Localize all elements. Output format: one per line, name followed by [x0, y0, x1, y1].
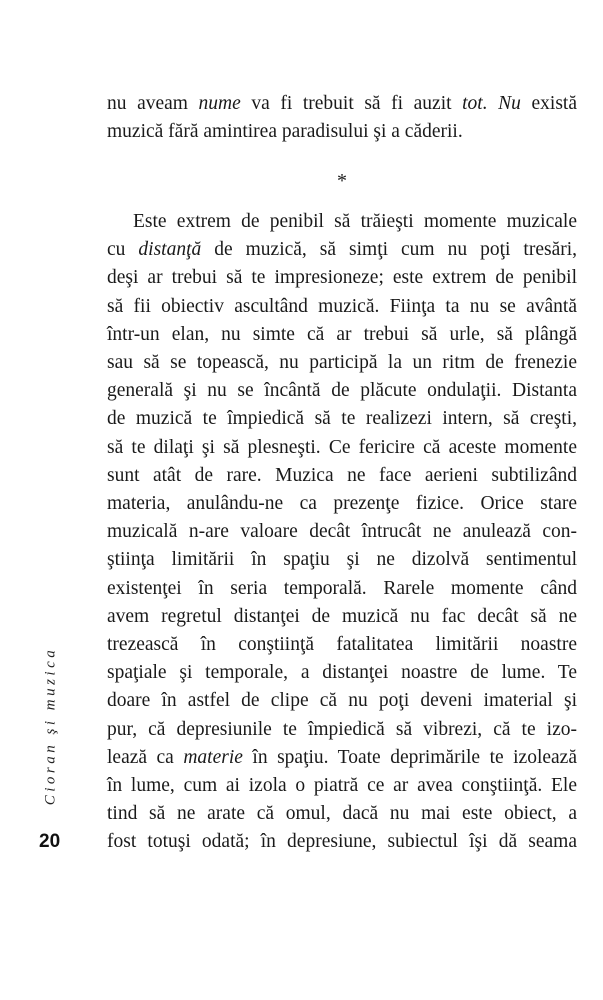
text-line — [107, 631, 577, 659]
text-span: în lume, cum ai izola o piatră ce ar avea conştiinţă. Ele — [107, 775, 577, 797]
text-span: sunt atât de rare. Muzica ne face aerieni subtilizând — [107, 464, 577, 486]
text-line — [107, 490, 577, 518]
text-span: trezească în conştiinţă fatalitatea limitării noastre — [107, 634, 577, 656]
italic-span: Nu — [498, 93, 521, 114]
text-line — [107, 828, 577, 856]
text-line — [107, 118, 577, 146]
text-span: ştiinţa limitării în spaţiu şi ne dizolvă sentimentul — [107, 549, 577, 571]
text-span: muzicală n-are valoare decât întrucât ne anulează con- — [107, 521, 577, 543]
text-line — [107, 264, 577, 292]
text-line — [107, 434, 577, 462]
paragraph-1 — [107, 90, 577, 146]
text-span: spaţiale şi temporale, a distanţei noastre de lume. Te — [107, 662, 577, 684]
text-span: într-un elan, nu simte că ar trebui să urle, să plângă — [107, 323, 577, 345]
text-span: existenţei în seria temporală. Rarele momente când — [107, 577, 577, 599]
text-line — [107, 90, 577, 118]
text-line — [107, 462, 577, 490]
italic-span: nume — [198, 93, 241, 114]
italic-span: tot. — [462, 93, 488, 114]
text-span: există — [520, 93, 577, 114]
text-line — [107, 800, 577, 828]
text-span: în spaţiu. Toate deprimările te izolează — [242, 746, 577, 768]
text-span: fost totuşi odată; în depresiune, subiectul îşi dă seama — [107, 831, 577, 853]
italic-span: distanţă — [138, 239, 202, 261]
running-title: Cioran şi muzica — [42, 646, 59, 806]
text-span — [488, 93, 499, 114]
text-span: doare în astfel de clipe că nu poţi deveni imaterial şi — [107, 690, 577, 712]
text-span: tind să ne arate că omul, dacă nu mai este obiect, a — [107, 803, 577, 825]
text-line — [107, 236, 577, 264]
text-span: să fii obiectiv ascultând muzică. Fiinţa ta nu se avântă — [107, 295, 577, 317]
text-line — [107, 377, 577, 405]
text-span: de muzică te împiedică să te realizezi intern, să creşti, — [107, 408, 577, 430]
text-span: Este extrem de penibil să trăieşti momente muzicale — [133, 211, 577, 232]
text-span: lează ca — [107, 746, 184, 768]
text-span: materia, anulându-ne ca prezenţe fizice. Orice stare — [107, 493, 577, 515]
text-span: deşi ar trebui să te impresioneze; este extrem de penibil — [107, 267, 577, 289]
text-line — [107, 546, 577, 574]
text-span: nu aveam — [107, 93, 199, 114]
text-span: muzică fără amintirea paradisului şi a căderii. — [107, 121, 463, 143]
text-line — [107, 603, 577, 631]
text-line — [107, 575, 577, 603]
text-line — [107, 208, 577, 236]
text-line — [107, 687, 577, 715]
text-span: pur, că depresiunile te împiedică să vibrezi, că te izo- — [107, 718, 577, 740]
text-line — [107, 659, 577, 687]
text-span: va fi trebuit să fi auzit — [240, 93, 463, 114]
text-line — [107, 772, 577, 800]
text-line — [107, 293, 577, 321]
text-span: sau să se topească, nu participă la un ritm de frenezie — [107, 352, 577, 374]
text-line — [107, 716, 577, 744]
text-span: de muzică, să simţi cum nu poţi tresări, — [201, 239, 578, 261]
text-span: să te dilaţi şi să plesneşti. Ce fericire că aceste momente — [107, 436, 577, 458]
text-span: avem regretul distanţei de muzică nu fac decât să ne — [107, 605, 577, 627]
text-line — [107, 405, 577, 433]
paragraph-2 — [107, 208, 577, 857]
text-line — [107, 349, 577, 377]
italic-span: materie — [183, 746, 243, 768]
text-line — [107, 744, 577, 772]
text-line — [107, 321, 577, 349]
section-separator: * — [337, 170, 347, 192]
text-line — [107, 518, 577, 546]
text-span: generală şi nu se încântă de plăcute ondulaţii. Distanta — [107, 380, 577, 402]
text-span: cu — [107, 239, 139, 261]
page-number: 20 — [39, 831, 61, 852]
